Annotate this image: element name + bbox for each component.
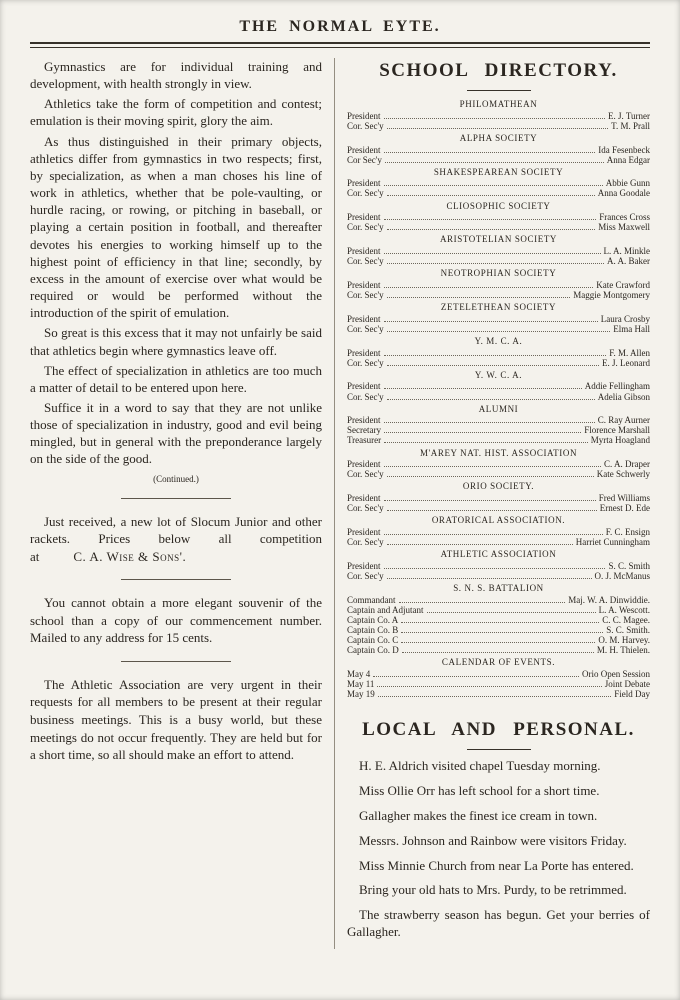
- local-items: [347, 758, 650, 941]
- directory-row: [347, 246, 650, 256]
- local-item: Miss Ollie Orr has left school for a short time.: [359, 782, 600, 798]
- directory-role: President: [347, 459, 381, 470]
- dot-leader: [427, 612, 596, 613]
- directory-row: [347, 679, 650, 689]
- directory-name: Addie Fellingham: [584, 381, 650, 392]
- dot-leader: [384, 185, 603, 186]
- dot-leader: [384, 219, 597, 220]
- local-item: The strawberry season has begun. Get your berries of Gallagher.: [347, 907, 650, 940]
- directory-role: Cor. Sec'y: [347, 503, 384, 514]
- directory-role: Cor. Sec'y: [347, 222, 384, 233]
- dot-leader: [384, 287, 594, 288]
- directory-name: Maj. W. A. Dinwiddie.: [568, 594, 650, 605]
- dot-leader: [384, 388, 582, 389]
- directory-role: President: [347, 279, 381, 290]
- directory-role: Cor. Sec'y: [347, 256, 384, 267]
- directory-role: Cor Sec'y: [347, 154, 382, 165]
- dot-leader: [384, 442, 588, 443]
- ad-paragraph: [30, 513, 322, 566]
- dot-leader: [387, 365, 599, 366]
- directory-section-heading: ALUMNI: [478, 403, 519, 414]
- directory-role: Commandant: [347, 594, 396, 605]
- directory-name: Field Day: [614, 688, 650, 699]
- directory-row: [347, 381, 650, 391]
- directory-row: [347, 256, 650, 266]
- directory-name: O. M. Harvey.: [598, 634, 650, 645]
- directory-role: Cor. Sec'y: [347, 570, 384, 581]
- local-section: [347, 719, 650, 941]
- directory-name: Anna Edgar: [606, 154, 650, 165]
- directory-role: Cor. Sec'y: [347, 188, 384, 199]
- directory-role: Captain Co. B: [347, 624, 399, 635]
- directory-name: Harriet Cunningham: [575, 536, 650, 547]
- directory-role: Treasurer: [347, 435, 382, 446]
- directory-row: [347, 111, 650, 121]
- directory-name: C. Ray Aurner: [597, 415, 650, 426]
- directory-row: [347, 280, 650, 290]
- dot-leader: [401, 632, 603, 633]
- directory-name: Florence Marshall: [584, 425, 650, 436]
- directory-name: S. C. Smith: [608, 560, 650, 571]
- directory-name: E. J. Leonard: [602, 357, 650, 368]
- directory-name: Miss Maxwell: [598, 222, 650, 233]
- directory-row: [347, 212, 650, 222]
- directory-section-heading: SHAKESPEAREAN SOCIETY: [433, 166, 564, 177]
- directory-row: [347, 155, 650, 165]
- directory-role: President: [347, 178, 381, 189]
- directory-name: Fred Williams: [598, 493, 650, 504]
- continued-note: (Continued.): [153, 473, 199, 484]
- dot-leader: [384, 568, 606, 569]
- directory-title-rule: [467, 90, 531, 91]
- right-column: [335, 58, 650, 949]
- directory-name: Laura Crosby: [600, 313, 650, 324]
- directory-name: Ernest D. Ede: [599, 503, 650, 514]
- dot-leader: [387, 263, 604, 264]
- dot-leader: [384, 321, 598, 322]
- section-rule: [121, 661, 231, 662]
- ad-signature: C. A. Wise & Sons'.: [73, 548, 187, 564]
- local-item: Miss Minnie Church from near La Porte has entered.: [359, 857, 634, 873]
- dot-leader: [384, 355, 607, 356]
- article-paragraph: Athletics take the form of competition and contest; emulation is their moving spirit, glory the aim.: [30, 96, 322, 129]
- dot-leader: [387, 331, 611, 332]
- directory-row: [347, 314, 650, 324]
- directory-row: [347, 188, 650, 198]
- directory-role: Secretary: [347, 425, 381, 436]
- directory-role: President: [347, 246, 381, 257]
- directory-section-heading: M'AREY NAT. HIST. ASSOCIATION: [419, 447, 578, 458]
- ad-text: Just received, a new lot of Slocum Junior and other rackets. Prices below all competition at: [30, 513, 322, 564]
- directory-row: [347, 121, 650, 131]
- dot-leader: [384, 466, 602, 467]
- directory-row: [347, 537, 650, 547]
- directory-title: SCHOOL DIRECTORY.: [379, 60, 618, 81]
- article-paragraph: Gymnastics are for individual training and development, with health strongly in view.: [30, 59, 322, 92]
- local-title: LOCAL AND PERSONAL.: [362, 718, 635, 740]
- columns: [30, 58, 650, 949]
- directory-section-heading: Y. W. C. A.: [474, 369, 523, 380]
- directory-row: [347, 415, 650, 425]
- dot-leader: [401, 642, 595, 643]
- directory-name: C. A. Draper: [604, 459, 650, 470]
- article: [30, 58, 322, 468]
- dot-leader: [387, 476, 594, 477]
- dot-leader: [378, 696, 612, 697]
- directory-role: Captain and Adjutant: [347, 604, 424, 615]
- dot-leader: [384, 253, 601, 254]
- directory-name: Kate Schwerly: [596, 469, 650, 480]
- directory-row: [347, 493, 650, 503]
- local-title-rule: [467, 749, 531, 750]
- dot-leader: [402, 652, 594, 653]
- directory-row: [347, 178, 650, 188]
- directory-section-heading: ORATORICAL ASSOCIATION.: [431, 515, 566, 526]
- directory-name: S. C. Smith.: [606, 624, 650, 635]
- dot-leader: [384, 118, 605, 119]
- directory-section-heading: PHILOMATHEAN: [459, 99, 538, 109]
- directory-row: [347, 503, 650, 513]
- directory-row: [347, 625, 650, 635]
- directory-name: Maggie Montgomery: [573, 289, 650, 300]
- directory-row: [347, 469, 650, 479]
- directory-row: [347, 561, 650, 571]
- dot-leader: [384, 432, 581, 433]
- directory-name: A. A. Baker: [607, 256, 650, 267]
- directory-row: [347, 669, 650, 679]
- directory-role: President: [347, 560, 381, 571]
- local-item: H. E. Aldrich visited chapel Tuesday morning.: [359, 757, 601, 773]
- directory-name: C. C. Magee.: [602, 614, 650, 625]
- ad-paragraph: The Athletic Association are very urgent in their requests for all members to be present at their regular business meetings. This is a busy world, but these meetings do not occur frequently. They are held but for a short time, so all should make an effort to attend.: [30, 676, 322, 763]
- directory-row: [347, 425, 650, 435]
- dot-leader: [384, 534, 603, 535]
- directory-role: Cor. Sec'y: [347, 120, 384, 131]
- directory-row: [347, 571, 650, 581]
- article-paragraph: As thus distinguished in their primary objects, athletics differ from gymnastics in two respects; first, by specialization, as when a man choses his line of work in athletics, whether that be pole-vaulting, or hurdle racing, or rowing, or pitching in baseball, or playing a certain position in football, and thereafter devotes his energies to working himself up to the highest point of efficiency in that line; secondly, by excess in the amount of exercise over what would be required or would be performed without the introduction of the spirit of emulation.: [30, 133, 322, 321]
- dot-leader: [384, 422, 595, 423]
- directory-role: President: [347, 415, 381, 426]
- directory-role: May 11: [347, 678, 375, 689]
- directory-section-heading: ALPHA SOCIETY: [459, 132, 538, 143]
- directory-name: Joint Debate: [604, 678, 650, 689]
- directory-row: [347, 459, 650, 469]
- directory-section-heading: ZETELETHEAN SOCIETY: [440, 302, 557, 313]
- directory-role: Cor. Sec'y: [347, 289, 384, 300]
- directory-row: [347, 527, 650, 537]
- directory-row: [347, 615, 650, 625]
- directory-section-heading: ORIO SOCIETY.: [462, 481, 535, 492]
- directory-row: [347, 595, 650, 605]
- directory-row: [347, 358, 650, 368]
- directory-name: Anna Goodale: [597, 188, 650, 199]
- local-item: Bring your old hats to Mrs. Purdy, to be retrimmed.: [359, 882, 627, 898]
- directory-row: [347, 645, 650, 655]
- dot-leader: [387, 399, 595, 400]
- directory-section-heading: Y. M. C. A.: [474, 335, 523, 346]
- dot-leader: [377, 686, 601, 687]
- directory-section-heading: S. N. S. BATTALION: [453, 582, 544, 593]
- directory-row: [347, 435, 650, 445]
- ads: [30, 498, 322, 764]
- directory-name: F. C. Ensign: [605, 526, 650, 537]
- directory-role: President: [347, 313, 381, 324]
- directory-name: T. M. Prall: [611, 120, 650, 131]
- directory-row: [347, 222, 650, 232]
- dot-leader: [387, 229, 596, 230]
- directory-name: O. J. McManus: [594, 570, 650, 581]
- directory-section-heading: CALENDAR OF EVENTS.: [441, 657, 556, 668]
- directory-name: Orio Open Session: [582, 668, 650, 679]
- masthead-title: THE NORMAL EYTE.: [239, 18, 441, 35]
- article-paragraph: Suffice it in a word to say that they are not unlike those of specialization in industry, good and evil being mingled, but in general with the preponderance largely on the side of the good.: [30, 399, 322, 467]
- directory-name: Abbie Gunn: [605, 178, 650, 189]
- directory-section-heading: NEOTROPHIAN SOCIETY: [440, 268, 557, 279]
- local-item: Gallagher makes the finest ice cream in town.: [359, 807, 598, 823]
- dot-leader: [384, 500, 596, 501]
- directory-name: Kate Crawford: [596, 279, 650, 290]
- dot-leader: [387, 128, 609, 129]
- directory-role: Captain Co. D: [347, 644, 399, 655]
- directory-row: [347, 145, 650, 155]
- dot-leader: [387, 510, 597, 511]
- directory-row: [347, 635, 650, 645]
- dot-leader: [384, 152, 596, 153]
- directory-row: [347, 605, 650, 615]
- directory-section-heading: ATHLETIC ASSOCIATION: [440, 549, 557, 560]
- section-rule: [121, 498, 231, 499]
- directory-row: [347, 392, 650, 402]
- dot-leader: [387, 297, 571, 298]
- directory-name: Myrta Hoagland: [590, 435, 650, 446]
- dot-leader: [385, 162, 604, 163]
- directory-name: Adelia Gibson: [597, 391, 650, 402]
- directory-role: Captain Co. C: [347, 634, 399, 645]
- directory-name: Frances Cross: [599, 212, 650, 223]
- directory-role: President: [347, 212, 381, 223]
- left-column: [30, 58, 334, 949]
- directory-name: F. M. Allen: [609, 347, 650, 358]
- directory-role: President: [347, 347, 381, 358]
- dot-leader: [373, 676, 579, 677]
- directory-role: President: [347, 493, 381, 504]
- directory-role: Cor. Sec'y: [347, 323, 384, 334]
- directory-sections: [347, 99, 650, 699]
- dot-leader: [387, 195, 595, 196]
- directory-role: Captain Co. A: [347, 614, 399, 625]
- directory-role: Cor. Sec'y: [347, 391, 384, 402]
- directory-row: [347, 290, 650, 300]
- directory-name: L. A. Wescott.: [598, 604, 650, 615]
- article-paragraph: The effect of specialization in athletics are too much a matter of detail to be entered upon here.: [30, 362, 322, 395]
- directory-name: Ida Fesenbeck: [598, 144, 650, 155]
- directory-role: President: [347, 526, 381, 537]
- masthead-rule: [30, 42, 650, 48]
- dot-leader: [387, 544, 573, 545]
- directory-role: President: [347, 144, 381, 155]
- section-rule: [121, 579, 231, 580]
- dot-leader: [387, 578, 592, 579]
- directory-role: May 19: [347, 688, 375, 699]
- directory-row: [347, 348, 650, 358]
- directory-role: Cor. Sec'y: [347, 357, 384, 368]
- directory-name: E. J. Turner: [607, 110, 650, 121]
- dot-leader: [401, 622, 599, 623]
- directory-row: [347, 689, 650, 699]
- directory-row: [347, 324, 650, 334]
- directory-name: L. A. Minkle: [603, 246, 650, 257]
- article-paragraph: So great is this excess that it may not unfairly be said that athletics begin where gymnastics leave off.: [30, 325, 322, 358]
- directory-name: M. H. Thielen.: [596, 644, 650, 655]
- directory-role: President: [347, 381, 381, 392]
- directory-section-heading: CLIOSOPHIC SOCIETY: [446, 200, 551, 211]
- directory-role: President: [347, 110, 381, 121]
- directory-section-heading: ARISTOTELIAN SOCIETY: [439, 234, 558, 245]
- local-item: Messrs. Johnson and Rainbow were visitors Friday.: [359, 832, 627, 848]
- directory-role: Cor. Sec'y: [347, 536, 384, 547]
- dot-leader: [399, 602, 566, 603]
- directory-role: May 4: [347, 668, 371, 679]
- directory-role: Cor. Sec'y: [347, 469, 384, 480]
- ad-paragraph: You cannot obtain a more elegant souvenir of the school than a copy of our commencement number. Mailed to any address for 15 cents.: [30, 595, 322, 646]
- directory-name: Elma Hall: [613, 323, 650, 334]
